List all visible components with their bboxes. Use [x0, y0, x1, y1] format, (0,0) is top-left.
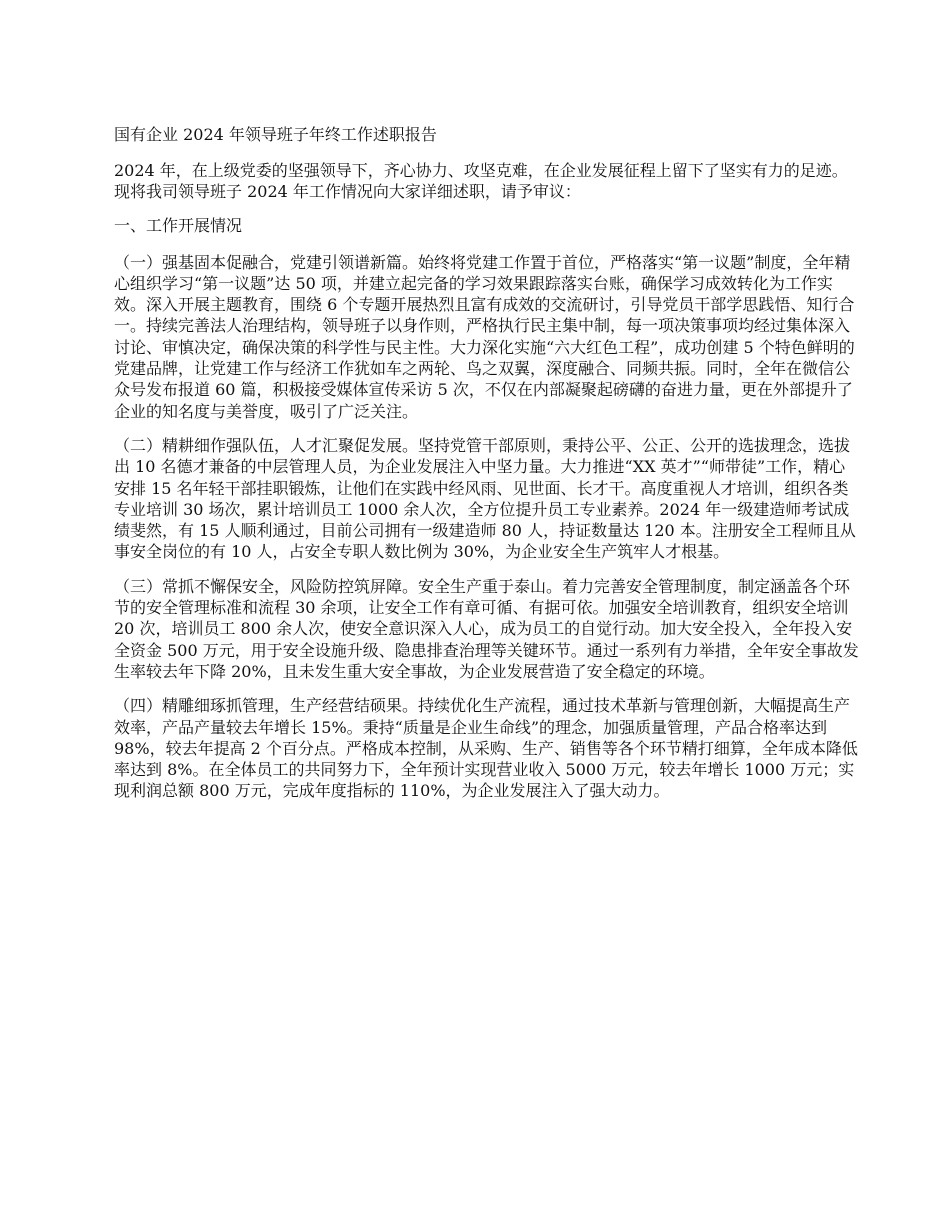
- paragraph-party-building: （一）强基固本促融合，党建引领谱新篇。始终将党建工作置于首位，严格落实“第一议题”制度，全年精心组织学习“第一议题”达 50 项，并建立起完备的学习效果跟踪落实台账，确保学习成效转化为工作实效。深入开展主题教育，围绕 6 个专题开展热烈且富有成效的交流研讨，引导党员干部学思践悟、知行合一。持续完善法人治理结构，领导班子以身作则，严格执行民主集中制，每一项决策事项均经过集体深入讨论、审慎决定，确保决策的科学性与民主性。大力深化实施“六大红色工程”，成功创建 5 个特色鲜明的党建品牌，让党建工作与经济工作犹如车之两轮、鸟之双翼，深度融合、同频共振。同时，全年在微信公众号发布报道 60 篇，积极接受媒体宣传采访 5 次，不仅在内部凝聚起磅礴的奋进力量，更在外部提升了企业的知名度与美誉度，吸引了广泛关注。: [114, 252, 855, 421]
- paragraph-safety: （三）常抓不懈保安全，风险防控筑屏障。安全生产重于泰山。着力完善安全管理制度，制定涵盖各个环节的安全管理标准和流程 30 余项，让安全工作有章可循、有据可依。加强安全培训教育，组织安全培训 20 次，培训员工 800 余人次，使安全意识深入人心，成为员工的自觉行动。加大安全投入，全年投入安全资金 500 万元，用于安全设施升级、隐患排查治理等关键环节。通过一系列有力举措，全年安全事故发生率较去年下降 20%，且未发生重大安全事故，为企业发展营造了安全稳定的环境。: [114, 576, 859, 681]
- paragraph-management: （四）精雕细琢抓管理，生产经营结硕果。持续优化生产流程，通过技术革新与管理创新，大幅提高生产效率，产品产量较去年增长 15%。秉持“质量是企业生命线”的理念，加强质量管理，产品合格率达到 98%，较去年提高 2 个百分点。严格成本控制，从采购、生产、销售等各个环节精打细算，全年成本降低率达到 8%。在全体员工的共同努力下，全年预计实现营业收入 5000 万元，较去年增长 1000 万元；实现利润总额 800 万元，完成年度指标的 110%，为企业发展注入了强大动力。: [114, 696, 858, 801]
- document-page: [114, 124, 860, 815]
- intro-paragraph: 2024 年，在上级党委的坚强领导下，齐心协力、攻坚克难，在企业发展征程上留下了坚实有力的足迹。现将我司领导班子 2024 年工作情况向大家详细述职，请予审议：: [114, 161, 848, 202]
- paragraph-talent: （二）精耕细作强队伍，人才汇聚促发展。坚持党管干部原则，秉持公平、公正、公开的选拔理念，选拔出 10 名德才兼备的中层管理人员，为企业发展注入中坚力量。大力推进“XX 英才”“师带徒”工作，精心安排 15 名年轻干部挂职锻炼，让他们在实践中经风雨、见世面、长才干。高度重视人才培训，组织各类专业培训 30 场次，累计培训员工 1000 余人次，全方位提升员工专业素养。2024 年一级建造师考试成绩斐然，有 15 人顺利通过，目前公司拥有一级建造师 80 人，持证数量达 120 本。注册安全工程师且从事安全岗位的有 10 人，占安全专职人数比例为 30%，为企业安全生产筑牢人才根基。: [114, 435, 856, 562]
- document-title: 国有企业 2024 年领导班子年终工作述职报告: [114, 125, 437, 144]
- section-heading-work: 一、工作开展情况: [114, 215, 243, 235]
